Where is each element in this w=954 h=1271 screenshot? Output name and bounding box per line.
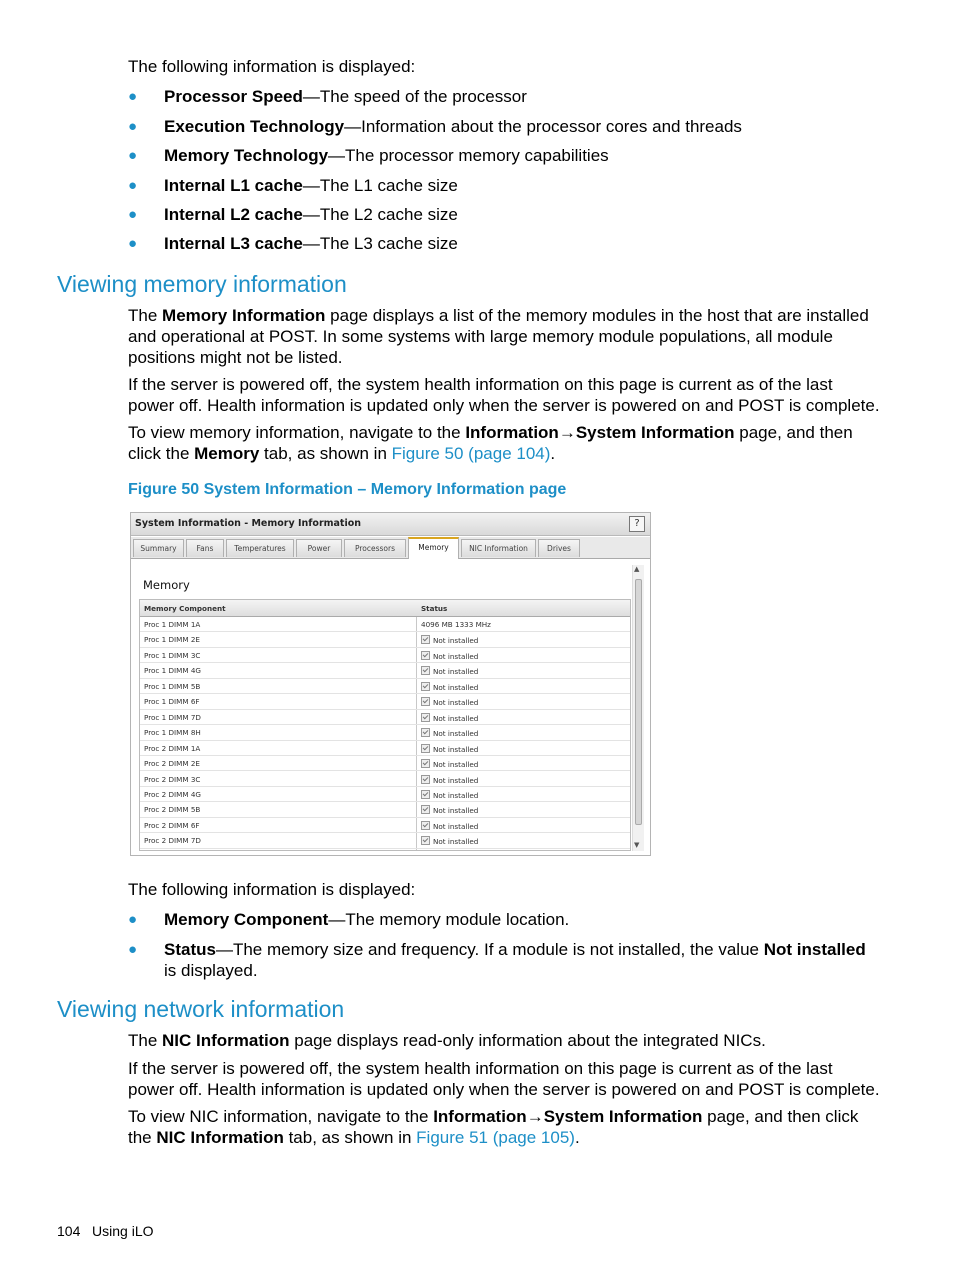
- scroll-down-icon[interactable]: ▼: [634, 841, 640, 849]
- term: Memory Component: [164, 910, 329, 929]
- term: Internal L1 cache: [164, 176, 303, 195]
- tab-fans[interactable]: Fans: [186, 539, 224, 557]
- memory-component-cell: Proc 1 DIMM 7D: [144, 712, 201, 722]
- network-paragraph-1: The NIC Information page displays read-only information about the integrated NICs.: [128, 1031, 766, 1050]
- term: Memory Technology: [164, 146, 329, 165]
- intro-text: The following information is displayed:: [128, 57, 416, 76]
- not-installed-icon: [421, 666, 430, 675]
- memory-component-cell: Proc 2 DIMM 4G: [144, 789, 201, 799]
- status-cell: [421, 790, 478, 800]
- status-text: Not installed: [433, 775, 479, 785]
- status-text: Not installed: [433, 760, 479, 770]
- page-footer: [57, 1223, 154, 1239]
- status-cell: [421, 836, 478, 846]
- tab-memory[interactable]: Memory: [408, 537, 459, 559]
- table-row[interactable]: [140, 755, 630, 771]
- status-cell: [421, 635, 478, 645]
- not-installed-icon: [421, 759, 430, 768]
- status-text: Not installed: [433, 806, 479, 816]
- memory-paragraph-2: If the server is powered off, the system health information on this page is current as of the last power off. Health information is updated only when the server is powered on and POST is complete.: [128, 375, 880, 415]
- tab-bar: [131, 537, 650, 559]
- status-cell: [421, 697, 478, 707]
- table-row[interactable]: [140, 709, 630, 725]
- memory-component-cell: Proc 1 DIMM 2E: [144, 635, 200, 645]
- figure-51-link[interactable]: Figure 51 (page 105): [416, 1128, 575, 1147]
- figure-caption: Figure 50 System Information – Memory Information page: [128, 481, 567, 498]
- term: Status: [164, 940, 216, 959]
- desc: —The L2 cache size: [302, 205, 458, 224]
- help-icon[interactable]: ?: [629, 516, 645, 532]
- network-paragraph-3: To view NIC information, navigate to the Information→System Information page, and then click the NIC Information tab, as shown in Figure 51 (page 105).: [128, 1107, 859, 1147]
- term: Execution Technology: [164, 117, 345, 136]
- bullet-icon: ●: [128, 88, 138, 105]
- memory-table: [139, 599, 631, 851]
- network-section-heading: Viewing network information: [57, 996, 345, 1022]
- status-text: Not installed: [433, 713, 479, 723]
- memory-component-cell: Proc 1 DIMM 8H: [144, 728, 201, 738]
- status-cell: [421, 728, 478, 738]
- not-installed-icon: [421, 682, 430, 691]
- bullet-icon: ●: [128, 118, 138, 135]
- desc: —The memory size and frequency. If a module is not installed, the value: [215, 940, 764, 959]
- status-cell: [421, 759, 478, 769]
- status-cell: [421, 744, 478, 754]
- table-row[interactable]: [140, 647, 630, 663]
- tab-nic-information[interactable]: NIC Information: [461, 539, 536, 557]
- status-text: Not installed: [433, 636, 479, 646]
- status-text: Not installed: [433, 790, 479, 800]
- status-text: Not installed: [433, 667, 479, 677]
- desc: —Information about the processor cores and threads: [344, 117, 742, 136]
- memory-section-heading: Viewing memory information: [57, 271, 347, 297]
- memory-component-cell: Proc 1 DIMM 6F: [144, 697, 200, 707]
- not-installed-icon: [421, 713, 430, 722]
- panel-title: Memory: [143, 578, 190, 592]
- status-text: 4096 MB 1333 MHz: [421, 620, 491, 629]
- status-text: Not installed: [433, 729, 479, 739]
- table-row[interactable]: [140, 832, 630, 848]
- column-header-memory-component[interactable]: Memory Component: [144, 604, 226, 613]
- not-installed-icon: [421, 821, 430, 830]
- memory-paragraph-1: The Memory Information page displays a list of the memory modules in the host that are installed and operational at POST. In some systems with large memory module populations, all module positions might not be listed.: [128, 306, 869, 367]
- status-text: Not installed: [433, 821, 479, 831]
- bullet-icon: ●: [128, 911, 138, 928]
- table-row[interactable]: [140, 616, 630, 632]
- desc: —The speed of the processor: [302, 87, 527, 106]
- not-installed-icon: [421, 697, 430, 706]
- scroll-up-icon[interactable]: ▲: [634, 565, 640, 573]
- table-row[interactable]: [140, 631, 630, 647]
- status-cell: [421, 651, 478, 661]
- desc: —The processor memory capabilities: [328, 146, 609, 165]
- status-text: Not installed: [433, 651, 479, 661]
- memory-component-cell: Proc 1 DIMM 4G: [144, 666, 201, 676]
- not-installed-icon: [421, 635, 430, 644]
- memory-component-cell: Proc 1 DIMM 1A: [144, 620, 201, 629]
- status-cell: [421, 805, 478, 815]
- figure-50-link[interactable]: Figure 50 (page 104): [391, 444, 551, 463]
- vertical-scrollbar[interactable]: [632, 565, 644, 851]
- table-row[interactable]: [140, 771, 630, 787]
- term-2: Not installed: [763, 940, 866, 959]
- bullet-icon: ●: [128, 941, 138, 958]
- window-title: System Information - Memory Information: [135, 518, 362, 529]
- table-row[interactable]: [140, 678, 630, 694]
- status-cell: [421, 713, 478, 723]
- table-row[interactable]: [140, 662, 630, 678]
- page-number: 104: [57, 1223, 81, 1239]
- status-text: Not installed: [433, 837, 479, 847]
- table-row[interactable]: [140, 817, 630, 833]
- status-text: Not installed: [433, 698, 479, 708]
- memory-paragraph-3: To view memory information, navigate to the Information→System Information page, and then click the Memory tab, as shown in Figure 50 (page 104).: [128, 423, 853, 463]
- memory-component-cell: Proc 2 DIMM 6F: [144, 820, 200, 830]
- status-text: Not installed: [433, 744, 479, 754]
- tab-temperatures[interactable]: Temperatures: [226, 539, 294, 557]
- term: Internal L3 cache: [164, 234, 303, 253]
- not-installed-icon: [421, 805, 430, 814]
- bullet-icon: ●: [128, 147, 138, 164]
- tab-drives[interactable]: Drives: [538, 539, 580, 557]
- footer-title: Using iLO: [92, 1223, 154, 1239]
- desc: —The L3 cache size: [302, 234, 458, 253]
- desc: —The L1 cache size: [302, 176, 458, 195]
- status-cell: [421, 682, 478, 692]
- term: Processor Speed: [164, 87, 303, 106]
- memory-component-cell: Proc 2 DIMM 5B: [144, 805, 201, 815]
- memory-component-cell: Proc 2 DIMM 3C: [144, 774, 201, 784]
- bullet-icon: ●: [128, 206, 138, 223]
- status-cell: [421, 821, 478, 831]
- not-installed-icon: [421, 775, 430, 784]
- bullet-icon: ●: [128, 235, 138, 252]
- scrollbar-thumb[interactable]: [635, 579, 642, 825]
- not-installed-icon: [421, 790, 430, 799]
- not-installed-icon: [421, 744, 430, 753]
- bullet-icon: ●: [128, 177, 138, 194]
- table-row[interactable]: [140, 724, 630, 740]
- network-paragraph-2: If the server is powered off, the system health information on this page is current as of the last power off. Health information is updated only when the server is powered on and POST is complete.: [128, 1059, 880, 1099]
- tab-power[interactable]: Power: [296, 539, 342, 557]
- intro-text-2: The following information is displayed:: [128, 880, 416, 899]
- status-cell: [421, 666, 478, 676]
- column-header-status[interactable]: Status: [421, 604, 448, 613]
- window-title-bar: [131, 513, 650, 536]
- term: Internal L2 cache: [164, 205, 303, 224]
- table-header: [140, 600, 630, 617]
- table-row[interactable]: [140, 693, 630, 709]
- memory-info-screenshot: [130, 512, 651, 856]
- desc: —The memory module location.: [328, 910, 570, 929]
- table-row[interactable]: [140, 786, 630, 802]
- memory-component-cell: Proc 2 DIMM 7D: [144, 836, 201, 846]
- table-row[interactable]: [140, 801, 630, 817]
- memory-component-cell: Proc 2 DIMM 1A: [144, 743, 201, 753]
- not-installed-icon: [421, 728, 430, 737]
- not-installed-icon: [421, 836, 430, 845]
- status-cell: [421, 775, 478, 785]
- memory-component-cell: Proc 2 DIMM 2E: [144, 759, 200, 769]
- tab-summary[interactable]: Summary: [133, 539, 184, 557]
- status-text: Not installed: [433, 682, 479, 692]
- memory-component-cell: Proc 1 DIMM 3C: [144, 650, 201, 660]
- table-row[interactable]: [140, 740, 630, 756]
- not-installed-icon: [421, 651, 430, 660]
- tab-processors[interactable]: Processors: [344, 539, 406, 557]
- desc-2: is displayed.: [164, 961, 258, 980]
- memory-component-cell: Proc 1 DIMM 5B: [144, 681, 201, 691]
- status-cell: [421, 620, 491, 629]
